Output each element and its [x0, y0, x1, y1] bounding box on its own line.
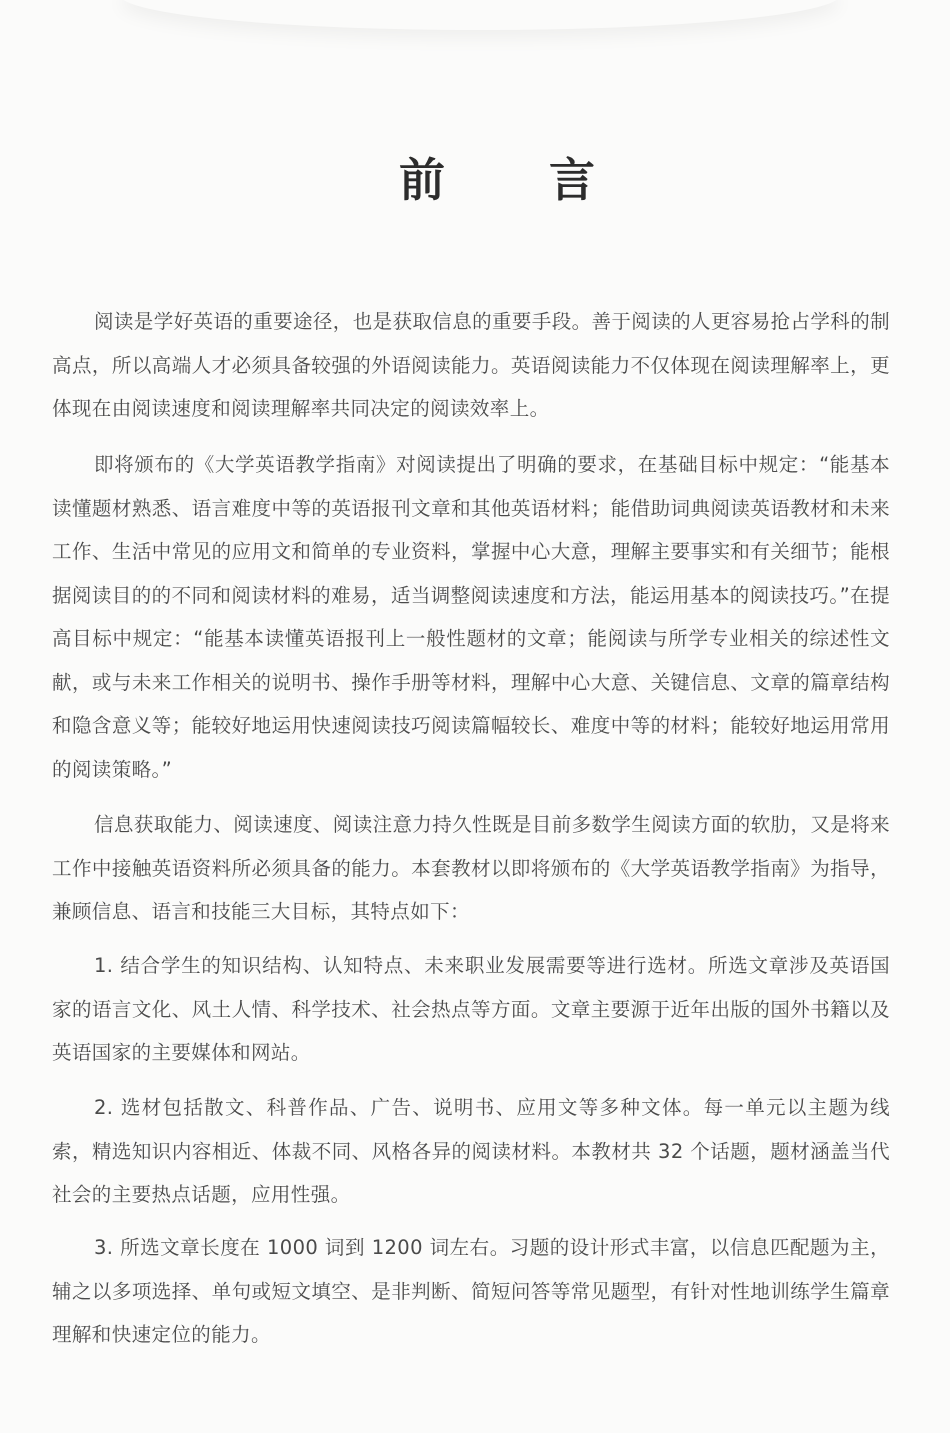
body-paragraph: 信息获取能力、阅读速度、阅读注意力持久性既是目前多数学生阅读方面的软肋，又是将来工作中接触英语资料所必须具备的能力。本套教材以即将颁布的《大学英语教学指南》为指导，兼顾信息、语言和技能三大目标，其特点如下：: [52, 813, 891, 923]
body-paragraph: 阅读是学好英语的重要途径，也是获取信息的重要手段。善于阅读的人更容易抢占学科的制高点，所以高端人才必须具备较强的外语阅读能力。英语阅读能力不仅体现在阅读理解率上，更体现在由阅读速度和阅读理解率共同决定的阅读效率上。: [52, 310, 891, 420]
list-item-paragraph: 1. 结合学生的知识结构、认知特点、未来职业发展需要等进行选材。所选文章涉及英语国家的语言文化、风土人情、科学技术、社会热点等方面。文章主要源于近年出版的国外书籍以及英语国家的主要媒体和网站。: [52, 954, 890, 1064]
list-item-paragraph: 3. 所选文章长度在 1000 词到 1200 词左右。习题的设计形式丰富，以信息匹配题为主，辅之以多项选择、单句或短文填空、是非判断、简短问答等常见题型，有针对性地训练学生篇章理解和快速定位的能力。: [52, 1236, 890, 1346]
page-edge-shadow: [120, 0, 840, 30]
body-paragraph: 即将颁布的《大学英语教学指南》对阅读提出了明确的要求，在基础目标中规定：“能基本读懂题材熟悉、语言难度中等的英语报刊文章和其他英语材料；能借助词典阅读英语教材和未来工作、生活中常见的应用文和简单的专业资料，掌握中心大意，理解主要事实和有关细节；能根据阅读目的的不同和阅读材料的难易，适当调整阅读速度和方法，能运用基本的阅读技巧。”在提高目标中规定：“能基本读懂英语报刊上一般性题材的文章；能阅读与所学专业相关的综述性文献，或与未来工作相关的说明书、操作手册等材料，理解中心大意、关键信息、文章的篇章结构和隐含意义等；能较好地运用快速阅读技巧阅读篇幅较长、难度中等的材料；能较好地运用常用的阅读策略。”: [52, 453, 890, 781]
list-item-paragraph: 2. 选材包括散文、科普作品、广告、说明书、应用文等多种文体。每一单元以主题为线索，精选知识内容相近、体裁不同、风格各异的阅读材料。本教材共 32 个话题，题材涵盖当代社会的主要热点话题，应用性强。: [52, 1096, 890, 1206]
page-title: 前 言: [398, 153, 639, 207]
